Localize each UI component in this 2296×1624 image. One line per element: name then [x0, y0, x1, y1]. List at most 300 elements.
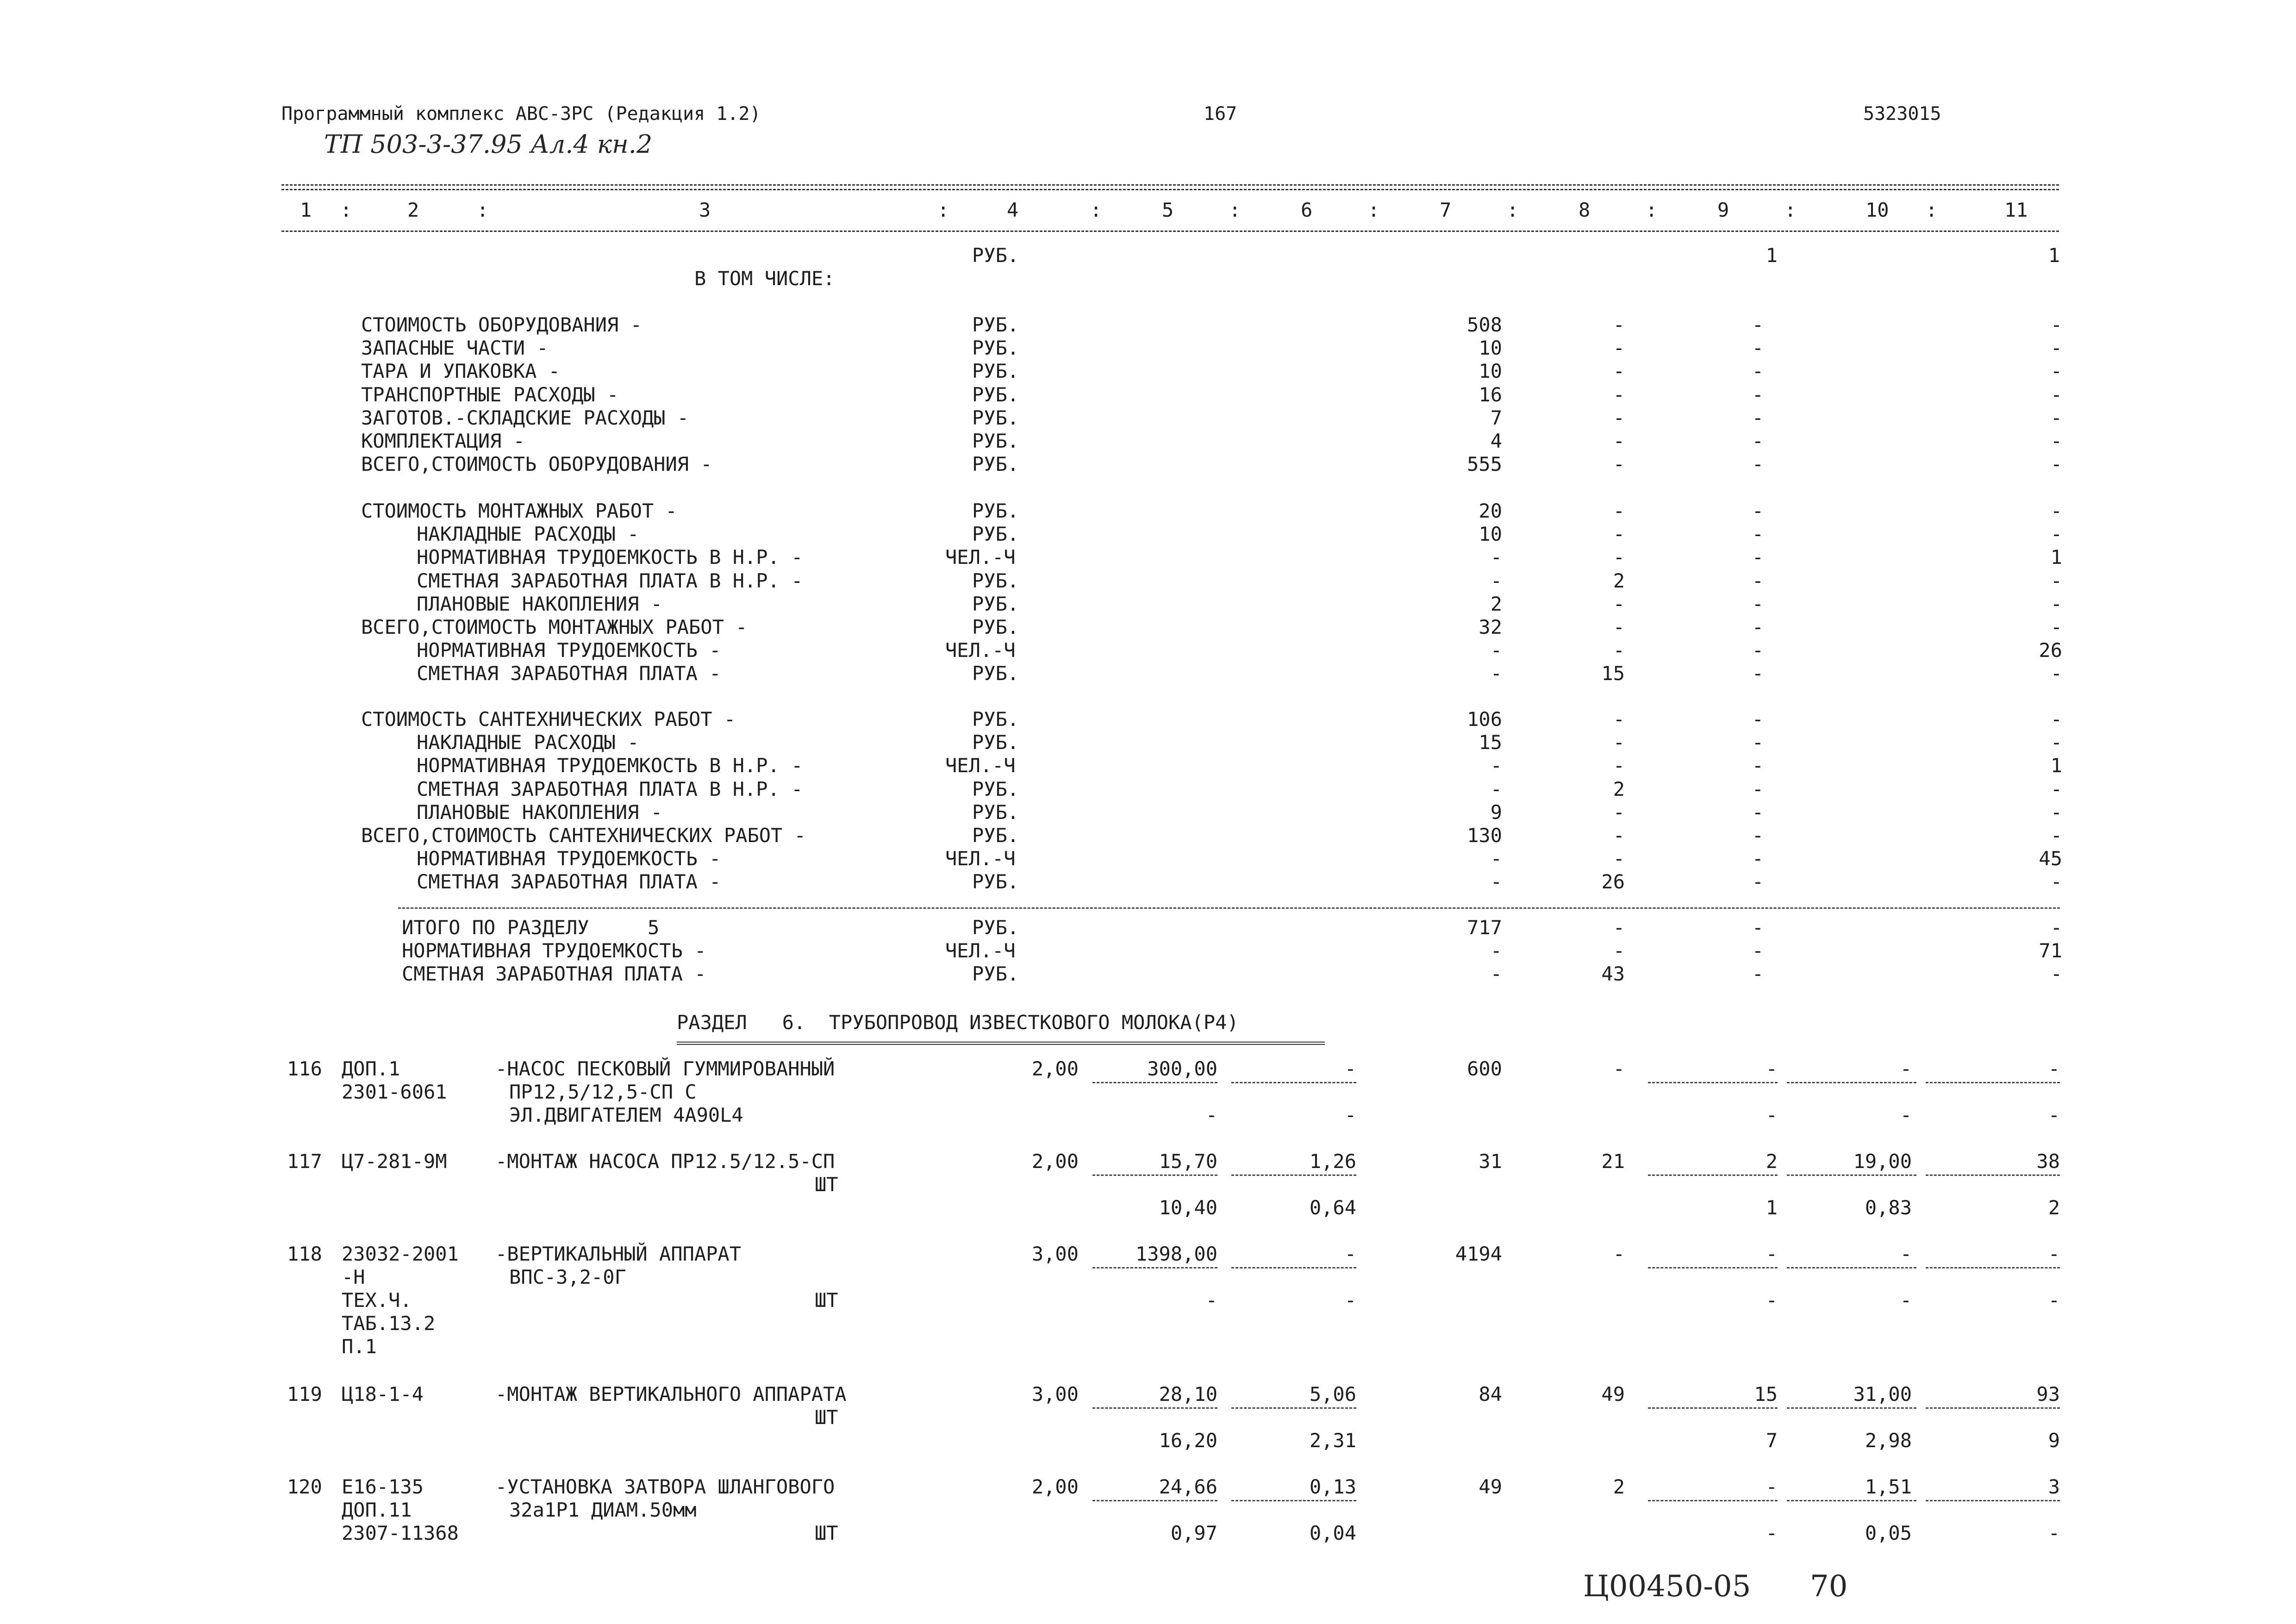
- equipment-unit: РУБ.: [972, 337, 1019, 360]
- item-c6b: 0,64: [1309, 1196, 1356, 1219]
- section6-title: РАЗДЕЛ 6. ТРУБОПРОВОД ИЗВЕСТКОВОГО МОЛОКА(Р4): [677, 1011, 1239, 1034]
- section6-title-underline: [677, 1042, 1325, 1045]
- sanitary-unit: ЧЕЛ.-Ч: [945, 847, 1016, 870]
- equipment-c7: 4: [1490, 430, 1502, 452]
- sanitary-c7: -: [1490, 847, 1502, 870]
- montage-c11: -: [2050, 569, 2062, 592]
- item-sub-rule: [1231, 1500, 1356, 1501]
- column-number-3: 3: [699, 199, 711, 221]
- section-total-rule: [398, 907, 2060, 909]
- sanitary-unit: РУБ.: [972, 824, 1019, 847]
- item-c5: 24,66: [1159, 1475, 1217, 1498]
- montage-c8: 15: [1601, 662, 1625, 685]
- sanitary-c11: 1: [2050, 754, 2062, 777]
- item-c9b: -: [1766, 1522, 1778, 1544]
- item-sub-rule: [1787, 1267, 1916, 1268]
- item-c7: 49: [1479, 1475, 1502, 1498]
- sanitary-label: СТОИМОСТЬ САНТЕХНИЧЕСКИХ РАБОТ -: [361, 708, 736, 731]
- montage-label: НОРМАТИВНАЯ ТРУДОЕМКОСТЬ -: [417, 639, 721, 662]
- section_total-c8: -: [1613, 939, 1625, 962]
- item-sub-rule: [1231, 1174, 1356, 1176]
- column-separator: :: [1784, 199, 1797, 221]
- sanitary-c7: -: [1490, 754, 1502, 777]
- column-number-7: 7: [1440, 199, 1452, 221]
- item-c8: 21: [1601, 1150, 1625, 1173]
- montage-unit: РУБ.: [972, 616, 1019, 638]
- item-c11: -: [2048, 1243, 2060, 1265]
- sanitary-c7: -: [1490, 777, 1502, 800]
- montage-unit: РУБ.: [972, 523, 1019, 546]
- montage-unit: РУБ.: [972, 569, 1019, 592]
- section_total-label: СМЕТНАЯ ЗАРАБОТНАЯ ПЛАТА -: [402, 962, 706, 986]
- equipment-c11: -: [2050, 430, 2062, 452]
- item-code: ТАБ.13.2: [342, 1312, 436, 1335]
- item-c8: 49: [1601, 1383, 1625, 1405]
- item-qty: 2,00: [1031, 1150, 1079, 1173]
- item-unit-mark: ШТ: [815, 1289, 838, 1312]
- sanitary-c7: -: [1490, 870, 1502, 893]
- item-sub-rule: [1648, 1407, 1778, 1409]
- section_total-label: НОРМАТИВНАЯ ТРУДОЕМКОСТЬ -: [402, 939, 706, 962]
- montage-c7: -: [1490, 662, 1502, 685]
- summary-col11: 1: [2048, 244, 2060, 267]
- montage-c7: 2: [1490, 592, 1502, 615]
- item-c5b: -: [1205, 1289, 1217, 1312]
- item-name: -НАСОС ПЕСКОВЫЙ ГУММИРОВАННЫЙ: [495, 1057, 835, 1080]
- equipment-label: ЗАПАСНЫЕ ЧАСТИ -: [361, 337, 549, 360]
- section_total-c9: -: [1752, 962, 1764, 986]
- item-number: 120: [287, 1475, 322, 1498]
- section_total-unit: РУБ.: [972, 962, 1019, 986]
- item-c11: -: [2048, 1057, 2060, 1080]
- montage-c11: -: [2050, 500, 2062, 522]
- equipment-c8: -: [1613, 360, 1625, 383]
- montage-unit: ЧЕЛ.-Ч: [945, 546, 1016, 569]
- sanitary-label: ПЛАНОВЫЕ НАКОПЛЕНИЯ -: [417, 800, 663, 824]
- item-sub-rule: [1231, 1407, 1356, 1409]
- item-qty: 3,00: [1031, 1383, 1079, 1405]
- item-sub-rule: [1092, 1174, 1217, 1176]
- montage-c11: -: [2050, 662, 2062, 685]
- item-c5b: 10,40: [1159, 1196, 1217, 1219]
- handwritten-archive-code: Ц00450-05: [1583, 1569, 1751, 1604]
- item-c10: -: [1900, 1243, 1912, 1265]
- sanitary-c11: -: [2050, 777, 2062, 800]
- item-c9: -: [1766, 1243, 1778, 1265]
- sanitary-c8: -: [1613, 731, 1625, 754]
- item-code: -Н: [342, 1266, 365, 1288]
- item-sub-rule: [1092, 1267, 1217, 1268]
- montage-c8: -: [1613, 639, 1625, 662]
- item-code: П.1: [342, 1335, 377, 1358]
- montage-unit: РУБ.: [972, 662, 1019, 685]
- equipment-unit: РУБ.: [972, 406, 1019, 429]
- sanitary-unit: ЧЕЛ.-Ч: [945, 754, 1016, 777]
- sanitary-c9: -: [1752, 847, 1764, 870]
- item-c5b: 16,20: [1159, 1429, 1217, 1452]
- sanitary-label: ВСЕГО,СТОИМОСТЬ САНТЕХНИЧЕСКИХ РАБОТ -: [361, 824, 806, 847]
- equipment-c7: 10: [1479, 337, 1502, 360]
- item-code: 23032-2001: [342, 1243, 459, 1265]
- section_total-c7: -: [1490, 962, 1502, 986]
- item-sub-rule: [1926, 1407, 2060, 1409]
- sanitary-label: НАКЛАДНЫЕ РАСХОДЫ -: [417, 731, 639, 754]
- item-name: -ВЕРТИКАЛЬНЫЙ АППАРАТ: [495, 1243, 742, 1265]
- section_total-unit: ЧЕЛ.-Ч: [945, 939, 1016, 962]
- montage-label: НАКЛАДНЫЕ РАСХОДЫ -: [417, 523, 639, 546]
- item-sub-rule: [1648, 1500, 1778, 1501]
- sanitary-c9: -: [1752, 777, 1764, 800]
- item-c10: -: [1900, 1057, 1912, 1080]
- sanitary-c7: 106: [1467, 708, 1502, 731]
- item-code: Ц18-1-4: [342, 1383, 424, 1405]
- item-number: 117: [287, 1150, 322, 1173]
- equipment-c7: 508: [1467, 313, 1502, 336]
- section_total-c11: -: [2050, 916, 2062, 939]
- unit-cell: РУБ.: [972, 244, 1019, 267]
- equipment-c8: -: [1613, 383, 1625, 406]
- montage-label: ВСЕГО,СТОИМОСТЬ МОНТАЖНЫХ РАБОТ -: [361, 616, 748, 638]
- montage-c9: -: [1752, 569, 1764, 592]
- montage-c9: -: [1752, 639, 1764, 662]
- equipment-c11: -: [2050, 406, 2062, 429]
- item-code: ТЕХ.Ч.: [342, 1289, 412, 1312]
- equipment-c7: 16: [1479, 383, 1502, 406]
- item-c11b: -: [2048, 1104, 2060, 1126]
- equipment-c7: 555: [1467, 453, 1502, 476]
- sanitary-c11: -: [2050, 800, 2062, 824]
- program-title: Программный комплекс АВС-3РС (Редакция 1.2): [281, 103, 761, 125]
- montage-c7: 32: [1479, 616, 1502, 638]
- item-c9b: -: [1766, 1104, 1778, 1126]
- equipment-label: ТРАНСПОРТНЫЕ РАСХОДЫ -: [361, 383, 619, 406]
- sanitary-c11: -: [2050, 708, 2062, 731]
- item-c6: 0,13: [1309, 1475, 1356, 1498]
- item-unit-mark: ШТ: [815, 1522, 838, 1544]
- section_total-label: ИТОГО ПО РАЗДЕЛУ 5: [402, 916, 660, 939]
- equipment-label: ЗАГОТОВ.-СКЛАДСКИЕ РАСХОДЫ -: [361, 406, 689, 429]
- item-name: ВПС-3,2-0Г: [509, 1266, 626, 1288]
- montage-c8: -: [1613, 592, 1625, 615]
- item-c6b: 2,31: [1309, 1429, 1356, 1452]
- item-c8: -: [1613, 1243, 1625, 1265]
- item-unit-mark: ШТ: [815, 1173, 838, 1196]
- item-c11: 38: [2036, 1150, 2060, 1173]
- item-code: Ц7-281-9М: [342, 1150, 447, 1173]
- column-number-11: 11: [2004, 199, 2028, 221]
- item-name: 32а1Р1 ДИАМ.50мм: [509, 1499, 697, 1521]
- sanitary-c7: 15: [1479, 731, 1502, 754]
- item-sub-rule: [1092, 1500, 1217, 1501]
- item-sub-rule: [1926, 1267, 2060, 1268]
- montage-c7: 10: [1479, 523, 1502, 546]
- page-number: 167: [1204, 103, 1237, 125]
- item-c9b: -: [1766, 1289, 1778, 1312]
- item-c11: 3: [2048, 1475, 2060, 1498]
- item-sub-rule: [1787, 1500, 1916, 1501]
- equipment-label: ТАРА И УПАКОВКА -: [361, 360, 560, 383]
- equipment-c11: -: [2050, 383, 2062, 406]
- montage-c9: -: [1752, 662, 1764, 685]
- item-c11b: -: [2048, 1289, 2060, 1312]
- item-qty: 3,00: [1031, 1243, 1079, 1265]
- item-c5: 15,70: [1159, 1150, 1217, 1173]
- item-c10b: 0,05: [1865, 1522, 1912, 1544]
- item-unit-mark: ШТ: [815, 1406, 838, 1429]
- equipment-c9: -: [1752, 360, 1764, 383]
- column-number-6: 6: [1301, 199, 1313, 221]
- section_total-c8: -: [1613, 916, 1625, 939]
- montage-c7: -: [1490, 569, 1502, 592]
- montage-unit: ЧЕЛ.-Ч: [945, 639, 1016, 662]
- equipment-c9: -: [1752, 406, 1764, 429]
- column-number-9: 9: [1717, 199, 1729, 221]
- montage-unit: РУБ.: [972, 592, 1019, 615]
- sanitary-c7: 130: [1467, 824, 1502, 847]
- table-top-rule-2: [281, 189, 2059, 190]
- summary-col9: 1: [1766, 244, 1778, 267]
- section_total-c8: 43: [1601, 962, 1625, 986]
- item-c5b: -: [1205, 1104, 1217, 1126]
- column-number-4: 4: [1007, 199, 1019, 221]
- handwritten-reference: ТП 503-3-37.95 Ал.4 кн.2: [324, 130, 653, 159]
- equipment-c8: -: [1613, 430, 1625, 452]
- montage-c7: -: [1490, 546, 1502, 569]
- item-c11b: 9: [2048, 1429, 2060, 1452]
- sanitary-c9: -: [1752, 708, 1764, 731]
- sanitary-unit: РУБ.: [972, 870, 1019, 893]
- montage-label: СТОИМОСТЬ МОНТАЖНЫХ РАБОТ -: [361, 500, 677, 522]
- montage-c8: 2: [1613, 569, 1625, 592]
- item-c7: 600: [1467, 1057, 1502, 1080]
- item-c10: 31,00: [1853, 1383, 1912, 1405]
- sanitary-c11: -: [2050, 870, 2062, 893]
- montage-label: НОРМАТИВНАЯ ТРУДОЕМКОСТЬ В Н.Р. -: [417, 546, 803, 569]
- section_total-c7: -: [1490, 939, 1502, 962]
- sanitary-label: НОРМАТИВНАЯ ТРУДОЕМКОСТЬ -: [417, 847, 721, 870]
- item-c9b: 7: [1766, 1429, 1778, 1452]
- montage-c11: -: [2050, 523, 2062, 546]
- column-number-8: 8: [1578, 199, 1591, 221]
- montage-c11: 1: [2050, 546, 2062, 569]
- montage-c7: 20: [1479, 500, 1502, 522]
- montage-c8: -: [1613, 546, 1625, 569]
- equipment-c8: -: [1613, 453, 1625, 476]
- equipment-label: КОМПЛЕКТАЦИЯ -: [361, 430, 525, 452]
- item-c6: -: [1344, 1057, 1356, 1080]
- sanitary-c7: 9: [1490, 800, 1502, 824]
- table-top-rule: [281, 184, 2059, 186]
- item-c7: 84: [1479, 1383, 1502, 1405]
- column-separator: :: [1368, 199, 1380, 221]
- equipment-c7: 7: [1490, 406, 1502, 429]
- equipment-unit: РУБ.: [972, 430, 1019, 452]
- column-separator: :: [1646, 199, 1658, 221]
- item-name: -МОНТАЖ НАСОСА ПР12.5/12.5-СП: [495, 1150, 835, 1173]
- sanitary-c8: -: [1613, 847, 1625, 870]
- sanitary-label: СМЕТНАЯ ЗАРАБОТНАЯ ПЛАТА -: [417, 870, 721, 893]
- item-c10b: -: [1900, 1104, 1912, 1126]
- item-c9: 15: [1754, 1383, 1778, 1405]
- equipment-c7: 10: [1479, 360, 1502, 383]
- equipment-c11: -: [2050, 360, 2062, 383]
- section_total-c9: -: [1752, 939, 1764, 962]
- item-code: ДОП.1: [342, 1057, 400, 1080]
- item-code: 2301-6061: [342, 1081, 447, 1103]
- column-separator: :: [340, 199, 352, 221]
- equipment-c9: -: [1752, 430, 1764, 452]
- item-c9: 2: [1766, 1150, 1778, 1173]
- equipment-c8: -: [1613, 337, 1625, 360]
- item-c10b: 0,83: [1865, 1196, 1912, 1219]
- column-separator: :: [1229, 199, 1241, 221]
- item-sub-rule: [1648, 1174, 1778, 1176]
- column-separator: :: [937, 199, 949, 221]
- montage-c9: -: [1752, 500, 1764, 522]
- column-number-10: 10: [1866, 199, 1889, 221]
- item-code: ДОП.11: [342, 1499, 412, 1521]
- item-sub-rule: [1648, 1082, 1778, 1083]
- item-c9: -: [1766, 1475, 1778, 1498]
- item-sub-rule: [1787, 1082, 1916, 1083]
- column-separator: :: [477, 199, 489, 221]
- montage-c9: -: [1752, 546, 1764, 569]
- item-c11b: -: [2048, 1522, 2060, 1544]
- item-qty: 2,00: [1031, 1057, 1079, 1080]
- sanitary-c11: 45: [2039, 847, 2062, 870]
- item-sub-rule: [1231, 1267, 1356, 1268]
- item-code: Е16-135: [342, 1475, 424, 1498]
- equipment-c8: -: [1613, 406, 1625, 429]
- sanitary-c11: -: [2050, 824, 2062, 847]
- item-c10: 1,51: [1865, 1475, 1912, 1498]
- item-c6b: -: [1344, 1104, 1356, 1126]
- equipment-c8: -: [1613, 313, 1625, 336]
- sanitary-c8: 26: [1601, 870, 1625, 893]
- item-c5: 1398,00: [1135, 1243, 1217, 1265]
- montage-label: ПЛАНОВЫЕ НАКОПЛЕНИЯ -: [417, 592, 663, 615]
- item-name: ЭЛ.ДВИГАТЕЛЕМ 4А90L4: [509, 1104, 743, 1126]
- handwritten-page-count: 70: [1810, 1569, 1848, 1604]
- item-name: -МОНТАЖ ВЕРТИКАЛЬНОГО АППАРАТА: [495, 1383, 847, 1405]
- item-c10: 19,00: [1853, 1150, 1912, 1173]
- equipment-c9: -: [1752, 453, 1764, 476]
- montage-c9: -: [1752, 523, 1764, 546]
- sanitary-c9: -: [1752, 754, 1764, 777]
- item-sub-rule: [1648, 1267, 1778, 1268]
- item-sub-rule: [1231, 1082, 1356, 1083]
- sanitary-label: НОРМАТИВНАЯ ТРУДОЕМКОСТЬ В Н.Р. -: [417, 754, 803, 777]
- equipment-unit: РУБ.: [972, 313, 1019, 336]
- montage-c7: -: [1490, 639, 1502, 662]
- equipment-c11: -: [2050, 337, 2062, 360]
- sanitary-c11: -: [2050, 731, 2062, 754]
- item-c11b: 2: [2048, 1196, 2060, 1219]
- equipment-unit: РУБ.: [972, 453, 1019, 476]
- section_total-c7: 717: [1467, 916, 1502, 939]
- item-c6b: -: [1344, 1289, 1356, 1312]
- sanitary-c8: -: [1613, 754, 1625, 777]
- equipment-c9: -: [1752, 383, 1764, 406]
- document-code: 5323015: [1863, 103, 1941, 125]
- item-number: 119: [287, 1383, 322, 1405]
- sanitary-unit: РУБ.: [972, 731, 1019, 754]
- montage-c8: -: [1613, 616, 1625, 638]
- equipment-c11: -: [2050, 453, 2062, 476]
- item-code: 2307-11368: [342, 1522, 459, 1544]
- item-c6: -: [1344, 1243, 1356, 1265]
- equipment-c9: -: [1752, 313, 1764, 336]
- in-that-number-label: В ТОМ ЧИСЛЕ:: [694, 267, 835, 290]
- equipment-label: СТОИМОСТЬ ОБОРУДОВАНИЯ -: [361, 313, 642, 336]
- item-number: 118: [287, 1243, 322, 1265]
- sanitary-c9: -: [1752, 731, 1764, 754]
- column-header-rule: [281, 231, 2059, 232]
- montage-c8: -: [1613, 500, 1625, 522]
- item-sub-rule: [1926, 1082, 2060, 1083]
- item-name: ПР12,5/12,5-СП С: [509, 1081, 697, 1103]
- section_total-c11: -: [2050, 962, 2062, 986]
- montage-unit: РУБ.: [972, 500, 1019, 522]
- item-sub-rule: [1092, 1082, 1217, 1083]
- item-c5: 28,10: [1159, 1383, 1217, 1405]
- sanitary-c9: -: [1752, 800, 1764, 824]
- column-separator: :: [1507, 199, 1519, 221]
- montage-label: СМЕТНАЯ ЗАРАБОТНАЯ ПЛАТА В Н.Р. -: [417, 569, 803, 592]
- column-separator: :: [1926, 199, 1938, 221]
- montage-c8: -: [1613, 523, 1625, 546]
- item-c9: -: [1766, 1057, 1778, 1080]
- sanitary-c8: 2: [1613, 777, 1625, 800]
- item-c11: 93: [2036, 1383, 2060, 1405]
- item-c10b: -: [1900, 1289, 1912, 1312]
- montage-c11: -: [2050, 616, 2062, 638]
- equipment-c9: -: [1752, 337, 1764, 360]
- sanitary-c8: -: [1613, 708, 1625, 731]
- item-c8: -: [1613, 1057, 1625, 1080]
- sanitary-label: СМЕТНАЯ ЗАРАБОТНАЯ ПЛАТА В Н.Р. -: [417, 777, 803, 800]
- item-c6: 5,06: [1309, 1383, 1356, 1405]
- sanitary-unit: РУБ.: [972, 800, 1019, 824]
- equipment-label: ВСЕГО,СТОИМОСТЬ ОБОРУДОВАНИЯ -: [361, 453, 712, 476]
- equipment-c11: -: [2050, 313, 2062, 336]
- equipment-unit: РУБ.: [972, 383, 1019, 406]
- item-name: -УСТАНОВКА ЗАТВОРА ШЛАНГОВОГО: [495, 1475, 835, 1498]
- item-c9b: 1: [1766, 1196, 1778, 1219]
- column-number-5: 5: [1162, 199, 1174, 221]
- item-qty: 2,00: [1031, 1475, 1079, 1498]
- item-number: 116: [287, 1057, 322, 1080]
- section_total-c9: -: [1752, 916, 1764, 939]
- sanitary-c8: -: [1613, 800, 1625, 824]
- section_total-unit: РУБ.: [972, 916, 1019, 939]
- sanitary-unit: РУБ.: [972, 777, 1019, 800]
- montage-c11: 26: [2039, 639, 2062, 662]
- item-sub-rule: [1787, 1174, 1916, 1176]
- item-c8: 2: [1613, 1475, 1625, 1498]
- montage-c9: -: [1752, 592, 1764, 615]
- item-c6: 1,26: [1309, 1150, 1356, 1173]
- sanitary-c9: -: [1752, 824, 1764, 847]
- column-number-1: 1: [300, 199, 312, 221]
- sanitary-unit: РУБ.: [972, 708, 1019, 731]
- montage-c11: -: [2050, 592, 2062, 615]
- item-sub-rule: [1926, 1174, 2060, 1176]
- item-sub-rule: [1926, 1500, 2060, 1501]
- item-c7: 31: [1479, 1150, 1502, 1173]
- montage-label: СМЕТНАЯ ЗАРАБОТНАЯ ПЛАТА -: [417, 662, 721, 685]
- montage-c9: -: [1752, 616, 1764, 638]
